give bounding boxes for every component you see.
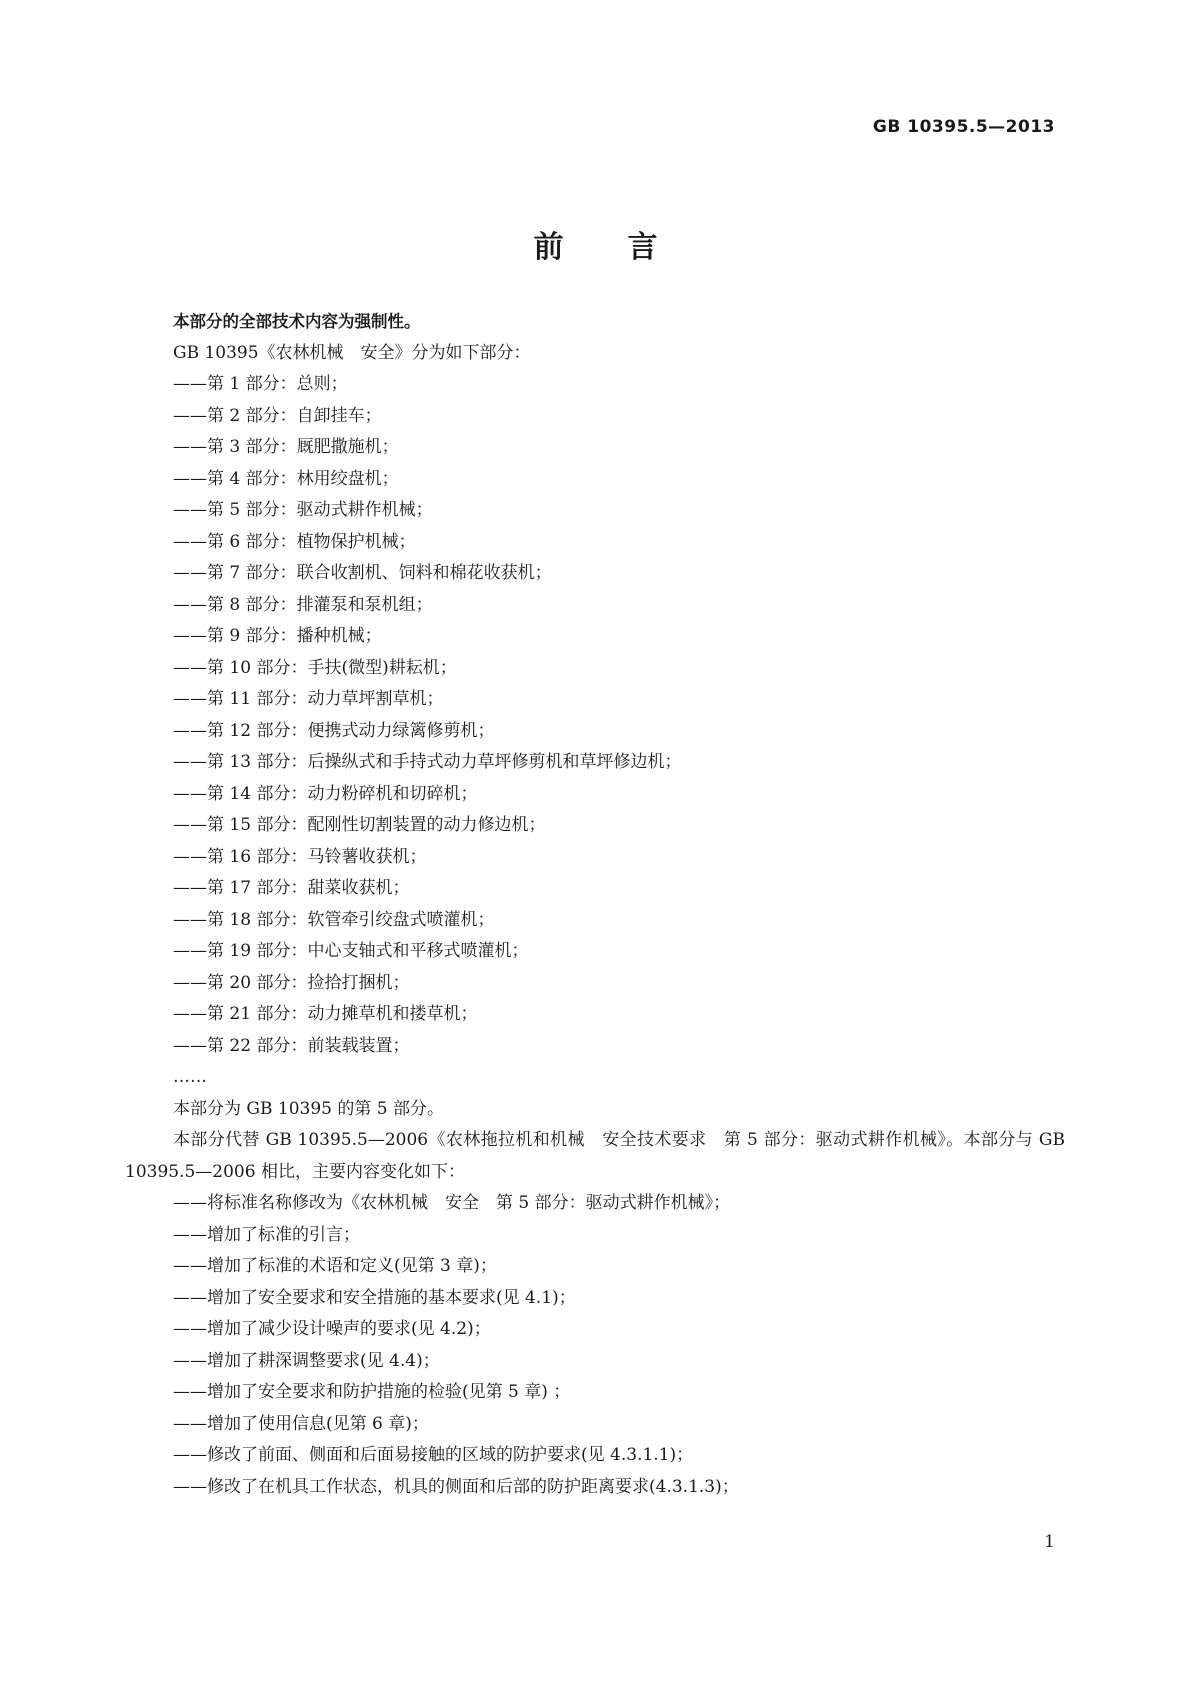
list-item: ——修改了在机具工作状态，机具的侧面和后部的防护距离要求(4.3.1.3)； — [173, 1476, 739, 1497]
list-item: ——修改了前面、侧面和后面易接触的区域的防护要求(见 4.3.1.1)； — [173, 1445, 694, 1465]
document-body — [125, 306, 1065, 1503]
list-item: ——增加了耕深调整要求(见 4.4)； — [173, 1350, 440, 1371]
list-item: ——第 5 部分：驱动式耕作机械； — [173, 500, 433, 520]
list-item: ——第 3 部分：厩肥撒施机； — [173, 437, 399, 457]
list-item: ——增加了减少设计噪声的要求(见 4.2)； — [173, 1319, 491, 1339]
series-intro: GB 10395《农林机械 安全》分为如下部分： — [173, 342, 531, 363]
list-item: ——第 14 部分：动力粉碎机和切碎机； — [173, 783, 478, 804]
list-item: ——第 1 部分：总则； — [173, 374, 348, 394]
list-item: ——第 17 部分：甜菜收获机； — [173, 878, 410, 898]
list-item: ——增加了安全要求和安全措施的基本要求(见 4.1)； — [173, 1287, 576, 1308]
list-item: ——第 9 部分：播种机械； — [173, 626, 382, 646]
list-item: ——第 8 部分：排灌泵和泵机组； — [173, 594, 433, 615]
page-title — [0, 222, 1191, 266]
list-item: ——第 7 部分：联合收割机、饲料和棉花收获机； — [173, 563, 552, 583]
standard-code: GB 10395.5—2013 — [872, 117, 1055, 137]
changes-list — [125, 1188, 1065, 1503]
list-item: ——第 21 部分：动力摊草机和搂草机； — [173, 1004, 478, 1024]
title-char-2: 言 — [627, 230, 658, 265]
list-item: ——增加了安全要求和防护措施的检验(见第 5 章) ； — [173, 1382, 571, 1402]
list-item: ——第 22 部分：前装载装置； — [173, 1035, 410, 1056]
list-item: ——第 2 部分：自卸挂车； — [173, 405, 382, 426]
replaces-paragraph: 本部分代替 GB 10395.5—2006《农林拖拉机和机械 安全技术要求 第 5 部分：驱动式耕作机械》。本部分与 GB 10395.5—2006 相比，主要内容变化如下： — [125, 1130, 1065, 1182]
this-part-statement: 本部分为 GB 10395 的第 5 部分。 — [173, 1098, 444, 1119]
parts-list — [125, 369, 1065, 1062]
list-item: ——将标准名称修改为《农林机械 安全 第 5 部分：驱动式耕作机械》； — [173, 1193, 731, 1213]
mandatory-statement: 本部分的全部技术内容为强制性。 — [173, 312, 421, 331]
ellipsis: …… — [173, 1067, 207, 1087]
list-item: ——第 19 部分：中心支轴式和平移式喷灌机； — [173, 941, 529, 961]
list-item: ——第 6 部分：植物保护机械； — [173, 531, 416, 552]
list-item: ——第 18 部分：软管牵引绞盘式喷灌机； — [173, 909, 495, 930]
list-item: ——第 12 部分：便携式动力绿篱修剪机； — [173, 720, 495, 741]
list-item: ——增加了标准的引言； — [173, 1224, 360, 1245]
list-item: ——第 15 部分：配刚性切割装置的动力修边机； — [173, 815, 546, 835]
list-item: ——第 13 部分：后操纵式和手持式动力草坪修剪机和草坪修边机； — [173, 752, 682, 772]
list-item: ——第 4 部分：林用绞盘机； — [173, 468, 399, 489]
list-item: ——增加了标准的术语和定义(见第 3 章)； — [173, 1256, 497, 1276]
list-item: ——第 16 部分：马铃薯收获机； — [173, 846, 427, 867]
list-item: ——增加了使用信息(见第 6 章)； — [173, 1413, 429, 1434]
title-char-1: 前 — [533, 230, 564, 265]
list-item: ——第 11 部分：动力草坪割草机； — [173, 689, 444, 709]
page-number: 1 — [1044, 1532, 1055, 1552]
list-item: ——第 20 部分：捡拾打捆机； — [173, 972, 410, 993]
list-item: ——第 10 部分：手扶(微型)耕耘机； — [173, 657, 457, 678]
